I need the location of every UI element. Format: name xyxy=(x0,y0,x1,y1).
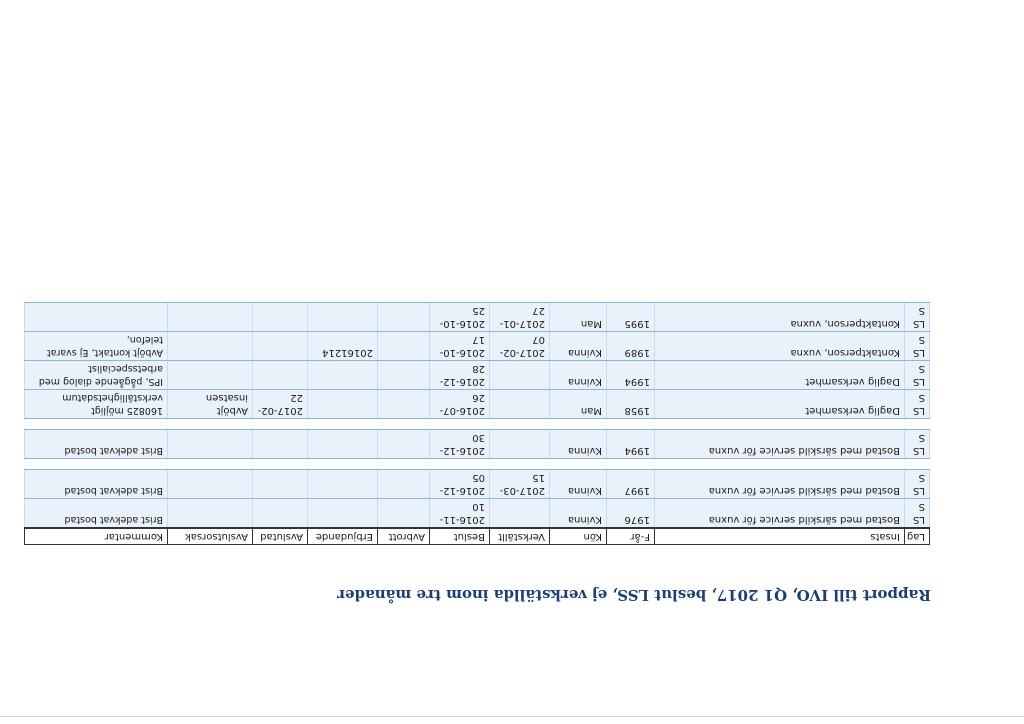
cell-kon: Kvinna xyxy=(550,470,607,499)
cell-kon: Kvinna xyxy=(550,361,607,390)
column-header-erbjudande: Erbjudande xyxy=(308,528,378,545)
header-row xyxy=(25,528,930,545)
cell-verkstallt: 2017-01-27 xyxy=(490,303,550,332)
cell-verkstallt xyxy=(490,430,550,459)
cell-insats: Daglig verksamhet xyxy=(655,361,905,390)
cell-beslut: 2016-12-28 xyxy=(430,361,490,390)
table-row xyxy=(25,390,930,419)
cell-kon: Man xyxy=(550,390,607,419)
cell-far: 1997 xyxy=(607,470,655,499)
table-spacer-row xyxy=(25,419,930,430)
cell-erbjudande xyxy=(308,430,378,459)
cell-verkstallt xyxy=(490,361,550,390)
cell-avslutsorsak xyxy=(168,303,253,332)
cell-kon: Kvinna xyxy=(550,430,607,459)
cell-verkstallt xyxy=(490,499,550,529)
cell-kon: Kvinna xyxy=(550,499,607,529)
column-header-verkstallt: Verkställt xyxy=(490,528,550,545)
column-header-kon: Kön xyxy=(550,528,607,545)
cell-lag: LSS xyxy=(905,499,930,529)
column-header-lag: Lag xyxy=(905,528,930,545)
table-row xyxy=(25,499,930,529)
cell-avbrott xyxy=(378,430,430,459)
cell-avbrott xyxy=(378,499,430,529)
cell-erbjudande xyxy=(308,361,378,390)
cell-kommentar xyxy=(25,303,168,332)
cell-avslutsorsak: Avböjt insatsen xyxy=(168,390,253,419)
cell-insats: Kontaktperson, vuxna xyxy=(655,303,905,332)
cell-kommentar: Brist adekvat bostad xyxy=(25,430,168,459)
cell-far: 1976 xyxy=(607,499,655,529)
cell-far: 1958 xyxy=(607,390,655,419)
table-row xyxy=(25,430,930,459)
cell-beslut: 2016-10-25 xyxy=(430,303,490,332)
column-header-kommentar: Kommentar xyxy=(25,528,168,545)
table-row xyxy=(25,361,930,390)
cell-insats: Bostad med särskild service för vuxna xyxy=(655,430,905,459)
cell-erbjudande: 20161214 xyxy=(308,332,378,361)
cell-erbjudande xyxy=(308,303,378,332)
cell-far: 1995 xyxy=(607,303,655,332)
cell-lag: LSS xyxy=(905,332,930,361)
cell-avbrott xyxy=(378,390,430,419)
cell-avslutsorsak xyxy=(168,499,253,529)
column-header-beslut: Beslut xyxy=(430,528,490,545)
cell-avslutad xyxy=(253,430,308,459)
cell-avbrott xyxy=(378,361,430,390)
cell-avslutsorsak xyxy=(168,430,253,459)
cell-avslutad xyxy=(253,361,308,390)
cell-beslut: 2016-07-26 xyxy=(430,390,490,419)
cell-far: 1989 xyxy=(607,332,655,361)
cell-avslutad xyxy=(253,332,308,361)
cell-verkstallt xyxy=(490,390,550,419)
cell-far: 1994 xyxy=(607,430,655,459)
cell-lag: LSS xyxy=(905,470,930,499)
cell-insats: Bostad med särskild service för vuxna xyxy=(655,470,905,499)
cell-verkstallt: 2017-03-15 xyxy=(490,470,550,499)
cell-erbjudande xyxy=(308,470,378,499)
cell-beslut: 2016-12-05 xyxy=(430,470,490,499)
cell-kommentar: Brist adekvat bostad xyxy=(25,499,168,529)
cell-lag: LSS xyxy=(905,430,930,459)
cell-erbjudande xyxy=(308,390,378,419)
cell-insats: Kontaktperson, vuxna xyxy=(655,332,905,361)
table-row xyxy=(25,332,930,361)
cell-insats: Daglig verksamhet xyxy=(655,390,905,419)
report-title: Rapport till IVO, Q1 2017, beslut LSS, ej verkställda inom tre månader xyxy=(337,586,931,604)
cell-avslutsorsak xyxy=(168,332,253,361)
cell-avbrott xyxy=(378,470,430,499)
table-spacer-row xyxy=(25,459,930,470)
cell-avslutad xyxy=(253,470,308,499)
scan-edge-line xyxy=(0,716,1024,717)
cell-avbrott xyxy=(378,303,430,332)
cell-beslut: 2016-12-30 xyxy=(430,430,490,459)
report-table xyxy=(24,302,930,545)
column-header-far: F-år xyxy=(607,528,655,545)
cell-lag: LSS xyxy=(905,390,930,419)
cell-kon: Man xyxy=(550,303,607,332)
table-row xyxy=(25,303,930,332)
cell-kommentar: Avböjt kontakt, Ej svarat telefon, xyxy=(25,332,168,361)
cell-kommentar: Brist adekvat bostad xyxy=(25,470,168,499)
cell-lag: LSS xyxy=(905,303,930,332)
cell-avslutad: 2017-02-22 xyxy=(253,390,308,419)
cell-kommentar: 160825 möjligt verkställighetsdatum xyxy=(25,390,168,419)
cell-avslutad xyxy=(253,499,308,529)
cell-beslut: 2016-11-10 xyxy=(430,499,490,529)
cell-kommentar: IPS, pågående dialog med arbetsspecialist xyxy=(25,361,168,390)
column-header-avbrott: Avbrott xyxy=(378,528,430,545)
column-header-avslutsorsak: Avslutsorsak xyxy=(168,528,253,545)
cell-verkstallt: 2017-02-07 xyxy=(490,332,550,361)
cell-avslutsorsak xyxy=(168,361,253,390)
cell-insats: Bostad med särskild service för vuxna xyxy=(655,499,905,529)
cell-erbjudande xyxy=(308,499,378,529)
cell-lag: LSS xyxy=(905,361,930,390)
cell-far: 1994 xyxy=(607,361,655,390)
column-header-insats: Insats xyxy=(655,528,905,545)
cell-avbrott xyxy=(378,332,430,361)
cell-avslutsorsak xyxy=(168,470,253,499)
table-row xyxy=(25,470,930,499)
cell-kon: Kvinna xyxy=(550,332,607,361)
column-header-avslutad: Avslutad xyxy=(253,528,308,545)
cell-avslutad xyxy=(253,303,308,332)
cell-beslut: 2016-10-17 xyxy=(430,332,490,361)
